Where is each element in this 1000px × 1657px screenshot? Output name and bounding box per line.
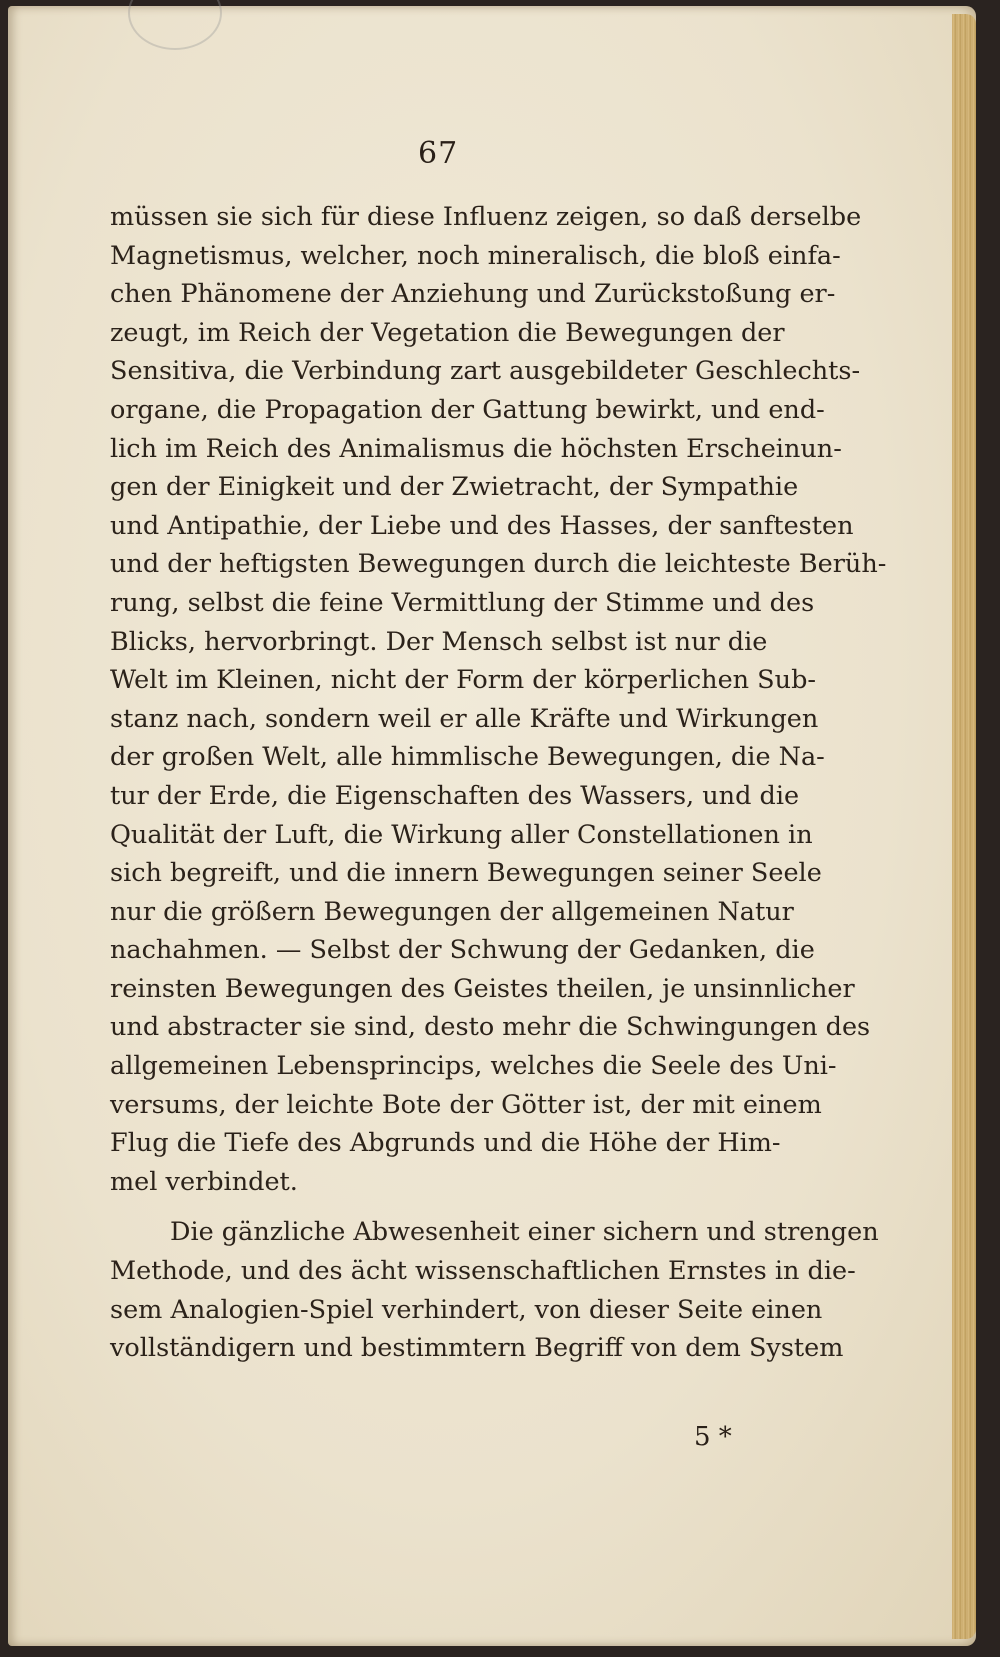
text-line: allgemeinen Lebensprincips, welches die Seele des Uni-	[110, 1051, 837, 1082]
text-line: Sensitiva, die Verbindung zart ausgebildeter Geschlechts-	[110, 356, 861, 387]
text-line: versums, der leichte Bote der Götter ist, der mit einem	[110, 1089, 822, 1120]
page-edge	[952, 14, 976, 1639]
text-line: Flug die Tiefe des Abgrunds und die Höhe der Him-	[110, 1128, 781, 1159]
text-line: und abstracter sie sind, desto mehr die Schwingungen des	[110, 1012, 871, 1043]
body-text	[110, 198, 887, 1368]
book-page	[8, 6, 976, 1646]
text-line: und Antipathie, der Liebe und des Hasses, der sanftesten	[110, 510, 854, 541]
text-line: der großen Welt, alle himmlische Bewegungen, die Na-	[110, 742, 825, 773]
page-number: 67	[418, 136, 459, 171]
text-line: reinsten Bewegungen des Geistes theilen, je unsinnlicher	[110, 973, 855, 1004]
text-line: organe, die Propagation der Gattung bewirkt, und end-	[110, 394, 825, 425]
text-line: müssen sie sich für diese Influenz zeigen, so daß derselbe	[110, 202, 862, 232]
text-line: gen der Einigkeit und der Zwietracht, der Sympathie	[110, 472, 799, 503]
text-line: Welt im Kleinen, nicht der Form der körperlichen Sub-	[110, 665, 817, 696]
text-line: Qualität der Luft, die Wirkung aller Constellationen in	[110, 819, 813, 850]
text-line: tur der Erde, die Eigenschaften des Wassers, und die	[110, 780, 800, 811]
library-stamp	[128, 0, 222, 50]
text-line: sich begreift, und die innern Bewegungen seiner Seele	[110, 858, 822, 889]
text-line: Methode, und des ächt wissenschaftlichen Ernstes in die-	[110, 1256, 856, 1287]
text-line: nachahmen. — Selbst der Schwung der Gedanken, die	[110, 935, 815, 966]
text-line: Die gänzliche Abwesenheit einer sichern und strengen	[170, 1217, 879, 1248]
text-line: Blicks, hervorbringt. Der Mensch selbst ist nur die	[110, 626, 768, 657]
text-line: und der heftigsten Bewegungen durch die leichteste Berüh-	[110, 549, 887, 580]
text-line: sem Analogien-Spiel verhindert, von dieser Seite einen	[110, 1294, 823, 1325]
text-line: vollständigern und bestimmtern Begriff von dem System	[110, 1333, 844, 1364]
signature-mark: 5 *	[694, 1422, 732, 1452]
paragraph-gap	[110, 1201, 760, 1213]
text-line: nur die größern Bewegungen der allgemeinen Natur	[110, 896, 794, 927]
text-line: Magnetismus, welcher, noch mineralisch, die bloß einfa-	[110, 240, 841, 271]
text-line: chen Phänomene der Anziehung und Zurückstoßung er-	[110, 279, 836, 310]
text-line: zeugt, im Reich der Vegetation die Bewegungen der	[110, 317, 785, 348]
text-line: rung, selbst die feine Vermittlung der Stimme und des	[110, 587, 815, 618]
text-line: stanz nach, sondern weil er alle Kräfte und Wirkungen	[110, 703, 819, 734]
text-line: lich im Reich des Animalismus die höchsten Erscheinun-	[110, 433, 842, 464]
text-line: mel verbindet.	[110, 1166, 298, 1197]
